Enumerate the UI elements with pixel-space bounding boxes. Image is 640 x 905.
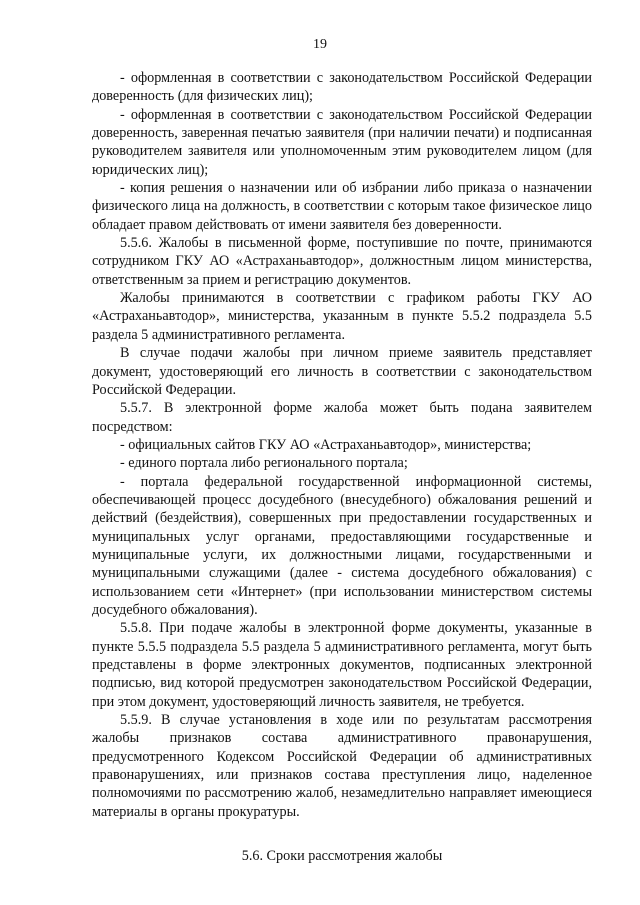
paragraph-power-of-attorney-legal-entities: - оформленная в соответствии с законодательством Российской Федерации доверенность, заверенная печатью заявителя (при наличии печати) и подписанная руководителем заявителя или уполномоченным этим руководителем лицом (для юридических лиц); bbox=[92, 106, 592, 178]
page-body bbox=[92, 69, 592, 865]
list-item-federal-system-portal: - портала федеральной государственной информационной системы, обеспечивающей процесс досудебного (внесудебного) обжалования решений и действий (бездействия), совершенных при предоставлении государственных и муниципальных услуг органами, предоставляющими государственные и муниципальные услуги, их должностными лицами, государственными и муниципальными служащими (далее - система досудебного обжалования) с использованием сети «Интернет» (при использовании министерством системы досудебного обжалования). bbox=[92, 473, 592, 618]
paragraph-work-schedule: Жалобы принимаются в соответствии с графиком работы ГКУ АО «Астраханьавтодор», министерства, указанным в пункте 5.5.2 подраздела 5.5 раздела 5 административного регламента. bbox=[92, 290, 592, 343]
paragraph-power-of-attorney-individuals: - оформленная в соответствии с законодательством Российской Федерации доверенность (для физических лиц); bbox=[92, 70, 592, 105]
section-heading: 5.6. Сроки рассмотрения жалобы bbox=[241, 848, 443, 865]
paragraph-5-5-9: 5.5.9. В случае установления в ходе или по результатам рассмотрения жалобы признаков состава административного правонарушения, предусмотренного Кодексом Российской Федерации об административных правонарушениях, или признаков состава преступления лицо, наделенное полномочиями по рассмотрению жалоб, незамедлительно направляет имеющиеся материалы в органы прокуратуры. bbox=[92, 712, 592, 820]
paragraph-personal-reception: В случае подачи жалобы при личном приеме заявитель представляет документ, удостоверяющий его личность в соответствии с законодательством Российской Федерации. bbox=[92, 345, 592, 398]
list-item-unified-portal: - единого портала либо регионального портала; bbox=[120, 455, 408, 472]
paragraph-5-5-8: 5.5.8. При подаче жалобы в электронной форме документы, указанные в пункте 5.5.5 подраздела 5.5 раздела 5 административного регламента, могут быть представлены в форме электронных документов, подписанных электронной подписью, вид которой предусмотрен законодательством Российской Федерации, при этом документ, удостоверяющий личность заявителя, не требуется. bbox=[92, 620, 592, 710]
paragraph-5-5-7: 5.5.7. В электронной форме жалоба может быть подана заявителем посредством: bbox=[92, 400, 592, 435]
paragraph-5-5-6: 5.5.6. Жалобы в письменной форме, поступившие по почте, принимаются сотрудником ГКУ АО «Астраханьавтодор», должностным лицом министерства, ответственным за прием и регистрацию документов. bbox=[92, 235, 592, 288]
list-item-official-sites: - официальных сайтов ГКУ АО «Астраханьавтодор», министерства; bbox=[120, 436, 532, 453]
paragraph-appointment-decision-copy: - копия решения о назначении или об избрании либо приказа о назначении физического лица на должность, в соответствии с которым такое физическое лицо обладает правом действовать от имени заявителя без доверенности. bbox=[92, 180, 592, 233]
page-number: 19 bbox=[313, 37, 327, 52]
